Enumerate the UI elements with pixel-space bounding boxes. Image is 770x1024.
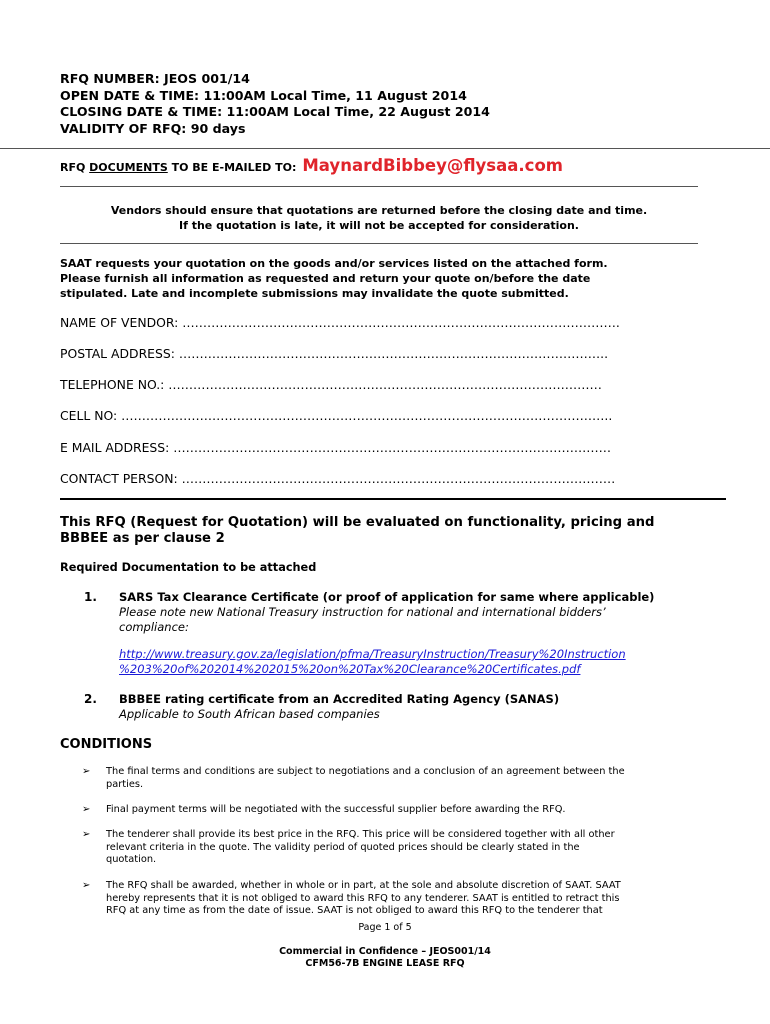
notice-line: Vendors should ensure that quotations are returned before the closing date and time. — [110, 204, 648, 217]
required-docs-heading: Required Documentation to be attached — [60, 561, 317, 574]
late-quotation-notice — [60, 203, 698, 233]
cell-field[interactable]: CELL NO: ……………………………………………………………………………………………………….. — [60, 408, 613, 423]
divider — [0, 148, 770, 149]
doc-item-note: Applicable to South African based companies — [119, 707, 380, 721]
link-line[interactable]: http://www.treasury.gov.za/legislation/pfma/TreasuryInstruction/Treasury%20Instruction — [119, 647, 626, 661]
evaluation-line: BBBEE as per clause 2 — [60, 531, 225, 546]
condition-item — [106, 804, 724, 817]
rfq-header — [60, 71, 490, 137]
doc-item-note: compliance: — [119, 620, 189, 634]
arrow-bullet-icon: ➢ — [82, 804, 91, 815]
contact-person-field[interactable]: CONTACT PERSON: …………………………………………………………………………………………… — [60, 471, 616, 486]
rfq-number: RFQ NUMBER: JEOS 001/14 — [60, 71, 250, 86]
condition-line: hereby represents that it is not obliged to award this RFQ to any tenderer. SAAT is entitled to retract this — [106, 892, 620, 904]
doc-item-title: SARS Tax Clearance Certificate (or proof of application for same where applicable) — [119, 590, 655, 604]
conditions-heading: CONDITIONS — [60, 737, 153, 752]
email-instruction-label: RFQ DOCUMENTS TO BE E-MAILED TO: — [60, 161, 297, 174]
condition-line: The RFQ shall be awarded, whether in whole or in part, at the sole and absolute discretion of SAAT. SAAT — [106, 880, 621, 891]
evaluation-statement — [60, 515, 730, 547]
arrow-bullet-icon: ➢ — [82, 766, 91, 777]
condition-item — [106, 766, 724, 791]
treasury-instruction-link[interactable] — [119, 647, 729, 677]
doc-item-title: BBBEE rating certificate from an Accredited Rating Agency (SANAS) — [119, 692, 560, 706]
open-date: OPEN DATE & TIME: 11:00AM Local Time, 11 August 2014 — [60, 87, 467, 103]
page-number: Page 1 of 5 — [358, 922, 412, 933]
condition-line: The final terms and conditions are subject to negotiations and a conclusion of an agreement between the — [106, 766, 625, 777]
evaluation-line: This RFQ (Request for Quotation) will be evaluated on functionality, pricing and — [60, 515, 655, 530]
doc-item-number: 2. — [84, 692, 97, 706]
condition-line: relevant criteria in the quote. The validity period of quoted prices should be clearly stated in the — [106, 841, 580, 853]
telephone-field[interactable]: TELEPHONE NO.: …………………………………………………………………………………………… — [60, 377, 602, 392]
condition-line: RFQ at any time as from the date of issue. SAAT is not obliged to award this RFQ to the tenderer that — [106, 905, 603, 916]
condition-line: parties. — [106, 778, 144, 790]
divider — [60, 186, 698, 187]
email-field[interactable]: E MAIL ADDRESS: ……………………………………………………………………………………………. — [60, 440, 611, 455]
footer-confidential — [0, 946, 770, 970]
doc-item-number: 1. — [84, 590, 97, 604]
arrow-bullet-icon: ➢ — [82, 829, 91, 840]
vendor-name-field[interactable]: NAME OF VENDOR: ……………………………………………………………………………………………. — [60, 315, 620, 330]
email-instruction — [60, 156, 563, 175]
email-address-link[interactable]: MaynardBibbey@flysaa.com — [302, 156, 563, 175]
doc-item-bbbee — [119, 692, 729, 722]
request-paragraph — [60, 256, 720, 301]
paragraph-line: Please furnish all information as requested and return your quote on/before the date — [60, 272, 591, 285]
link-line[interactable]: %203%20of%202014%202015%20on%20Tax%20Clearance%20Certificates.pdf — [119, 662, 581, 676]
section-divider — [60, 498, 726, 500]
arrow-bullet-icon: ➢ — [82, 880, 91, 891]
validity: VALIDITY OF RFQ: 90 days — [60, 120, 246, 136]
condition-item — [106, 880, 724, 918]
divider — [60, 243, 698, 244]
paragraph-line: stipulated. Late and incomplete submissions may invalidate the quote submitted. — [60, 287, 569, 300]
closing-date: CLOSING DATE & TIME: 11:00AM Local Time, 22 August 2014 — [60, 104, 490, 119]
paragraph-line: SAAT requests your quotation on the goods and/or services listed on the attached form. — [60, 257, 608, 270]
footer-line: Commercial in Confidence – JEOS001/14 — [279, 946, 491, 957]
doc-item-tax-clearance — [119, 590, 729, 635]
condition-line: quotation. — [106, 854, 157, 865]
doc-item-note: Please note new National Treasury instruction for national and international bidders’ — [119, 605, 606, 619]
condition-line: Final payment terms will be negotiated with the successful supplier before awarding the RFQ. — [106, 804, 566, 815]
notice-line: If the quotation is late, it will not be accepted for consideration. — [179, 219, 579, 232]
footer-line: CFM56-7B ENGINE LEASE RFQ — [305, 958, 465, 969]
condition-line: The tenderer shall provide its best price in the RFQ. This price will be considered together with all other — [106, 829, 615, 840]
postal-address-field[interactable]: POSTAL ADDRESS: ………………………………………………………………………………………….. — [60, 346, 609, 361]
condition-item — [106, 829, 724, 867]
